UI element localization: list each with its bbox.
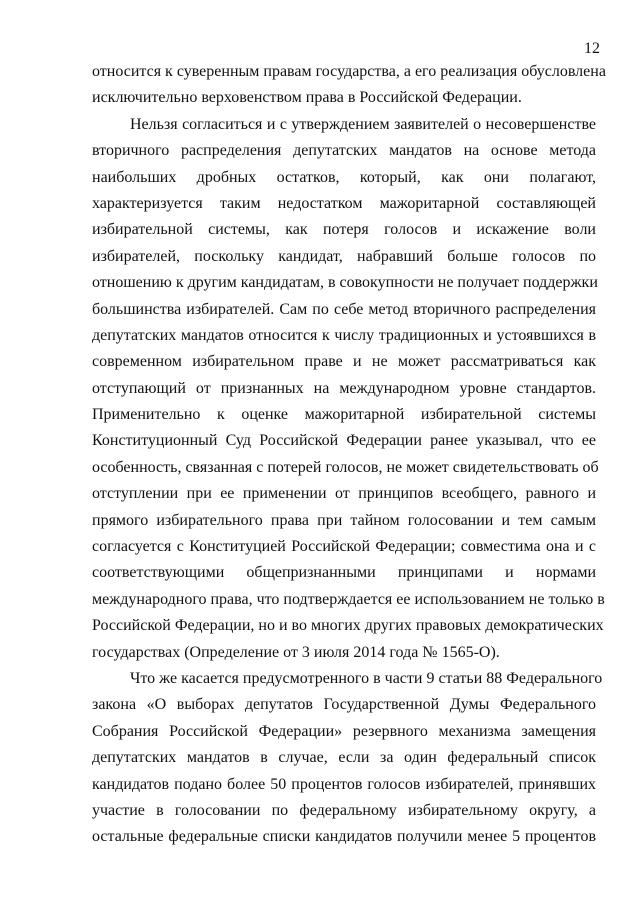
text-line: особенность, связанная с потерей голосов, не может свидетельствовать об: [92, 458, 599, 476]
text-line: депутатских мандатов в случае, если за один федеральный список: [92, 749, 596, 767]
text-line: избирательной системы, как потеря голосов и искажение воли: [92, 221, 596, 239]
body-text: [92, 59, 606, 851]
text-line: наибольших дробных остатков, который, как они полагают,: [92, 168, 596, 186]
text-line: международного права, что подтверждается ее использованием не только в: [92, 590, 605, 608]
paragraph-2: [92, 112, 605, 666]
text-line: Что же касается предусмотренного в части 9 статьи 88 Федерального: [130, 669, 603, 687]
text-line: большинства избирателей. Сам по себе метод вторичного распределения: [92, 300, 596, 318]
text-line: относится к суверенным правам государства, а его реализация обусловлена: [92, 63, 606, 80]
text-line: согласуется с Конституцией Российской Федерации; совместима она и с: [92, 538, 596, 556]
text-line: Применительно к оценке мажоритарной избирательной системы: [92, 406, 596, 424]
text-line: соответствующими общепризнанными принципами и нормами: [92, 564, 596, 582]
text-line: отношению к другим кандидатам, в совокупности не получает поддержки: [92, 274, 598, 292]
text-line: современном избирательном праве и не может рассматриваться как: [92, 353, 596, 371]
text-line: Собрания Российской Федерации» резервного механизма замещения: [92, 722, 596, 740]
paragraph-3: [92, 666, 603, 851]
text-line: характеризуется таким недостатком мажоритарной составляющей: [92, 194, 596, 212]
page-number: 12: [584, 40, 600, 57]
text-line: Российской Федерации, но и во многих других правовых демократических: [92, 617, 604, 635]
text-line: прямого избирательного права при тайном голосовании и тем самым: [92, 511, 596, 529]
text-line: избирателей, поскольку кандидат, набравший больше голосов по: [92, 247, 596, 265]
paragraph-1: [92, 59, 606, 112]
text-line: остальные федеральные списки кандидатов получили менее 5 процентов: [92, 828, 596, 846]
text-line: исключительно верховенством права в Российской Федерации.: [92, 89, 522, 107]
text-line: депутатских мандатов относится к числу традиционных и устоявшихся в: [92, 326, 596, 344]
text-line: закона «О выборах депутатов Государственной Думы Федерального: [92, 696, 596, 714]
text-line: кандидатов подано более 50 процентов голосов избирателей, принявших: [92, 775, 596, 793]
text-line: отступлении при ее применении от принципов всеобщего, равного и: [92, 485, 596, 503]
text-line: вторичного распределения депутатских мандатов на основе метода: [92, 142, 596, 160]
text-line: Нельзя согласиться и с утверждением заявителей о несовершенстве: [130, 115, 596, 133]
text-line: отступающий от признанных на международном уровне стандартов.: [92, 379, 596, 397]
text-line: Конституционный Суд Российской Федерации ранее указывал, что ее: [92, 432, 596, 450]
text-line: участие в голосовании по федеральному избирательному округу, а: [92, 801, 596, 819]
text-line: государствах (Определение от 3 июля 2014 года № 1565-О).: [92, 643, 500, 661]
